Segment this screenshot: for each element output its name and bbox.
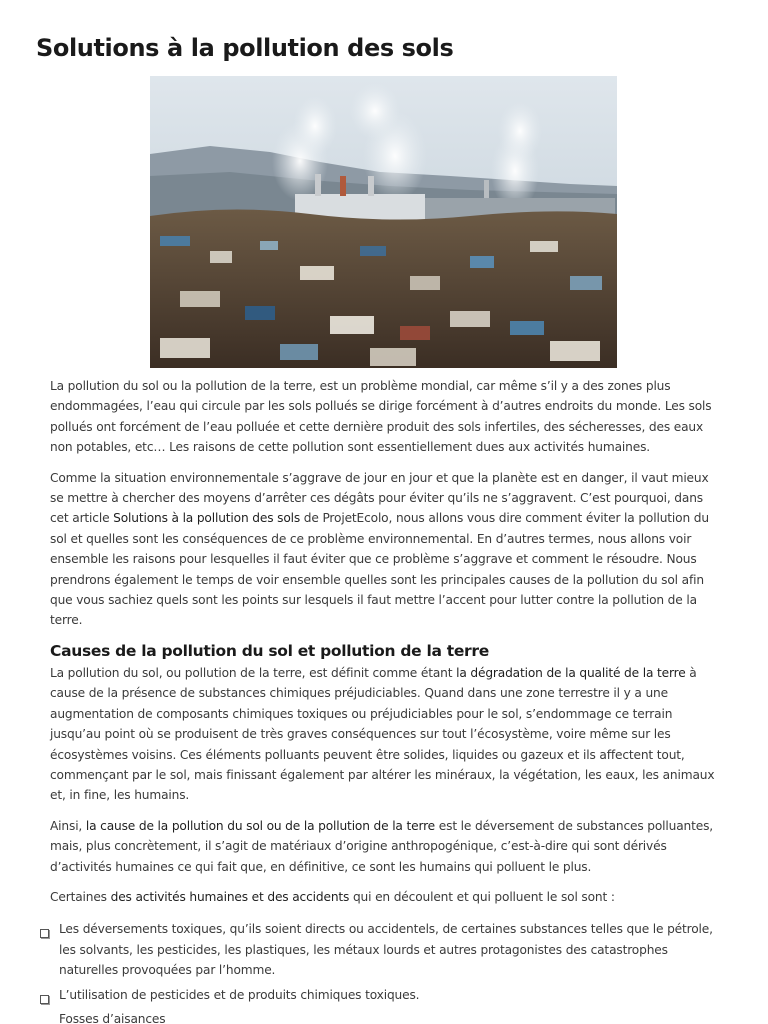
activities-list: [42, 919, 720, 1024]
section-heading-causes: Causes de la pollution du sol et pollution de la terre: [50, 641, 489, 660]
landfill-power-plant-illustration: [150, 76, 617, 368]
checkbox-bullet-icon: [40, 995, 49, 1004]
list-item: L’utilisation de pesticides et de produits chimiques toxiques.: [42, 985, 720, 1005]
cause-highlight: la cause de la pollution du sol ou de la pollution de la terre: [85, 818, 436, 833]
intro-paragraph: La pollution du sol ou la pollution de la terre, est un problème mondial, car même s’il y a des zones plus endommagées, l’eau qui circule par les sols pollués se dirige forcément à d’autres endroits du monde. Les sols pollués ont forcément de l’eau polluée et cette dernière produit des sols infertiles, des sécheresses, des eaux non potables, etc… Les raisons de cette pollution sont essentiellement dues aux activités humaines.: [50, 379, 712, 455]
list-item: Fosses d’aisances: [59, 1011, 166, 1024]
paragraph-cause: Ainsi, la cause de la pollution du sol ou de la pollution de la terre est le déversement de substances polluantes, mais, plus concrètement, il s’agit de matériaux d’origine anthropogénique, c’est-à-dire qui sont dérivés d’activités humaines ce qui fait que, en définitive, ce sont les humains qui polluent le plus.: [50, 818, 714, 874]
paragraph-activities: Certaines des activités humaines et des accidents qui en découlent et qui polluent le sol sont :: [50, 889, 615, 904]
list-item: Les déversements toxiques, qu’ils soient directs ou accidentels, de certaines substances telles que le pétrole, les solvants, les pesticides, les plastiques, les métaux lourds et autres protagonistes des catastrophes naturelles provoquées par l’homme.: [42, 919, 720, 980]
hero-image: [150, 76, 617, 368]
checkbox-bullet-icon: [40, 929, 49, 938]
page-title: Solutions à la pollution des sols: [36, 34, 454, 62]
paragraph-definition: La pollution du sol, ou pollution de la terre, est définit comme étant la dégradation de la qualité de la terre à cause de la présence de substances chimiques préjudiciables. Quand dans une zone terrestre il y a une augmentation de composants chimiques toxiques ou préjudiciables pour le sol, s’endommage ce terrain jusqu’au point où se produisent de très graves conséquences sur tout l’écosystème, voire même sur les écosystèmes voisins. Ces éléments polluants peuvent être solides, liquides ou gazeux et ils affectent tout, commençant par le sol, mais finissant également par altérer les minéraux, la végétation, les eaux, les animaux et, in fine, les humains.: [50, 665, 715, 803]
definition-highlight: la dégradation de la qualité de la terre: [456, 665, 686, 680]
article-body: [50, 376, 720, 1024]
activities-highlight: des activités humaines et des accidents: [110, 889, 350, 904]
paragraph-context: Comme la situation environnementale s’aggrave de jour en jour et que la planète est en danger, il vaut mieux se mettre à chercher des moyens d’arrêter ces dégâts pour éviter qu’ils ne s’aggravent. C’est pourquoi, dans cet article Solutions à la pollution des sols de ProjetEcolo, nous allons vous dire comment éviter la pollution du sol et quelles sont les conséquences de ce problème environnemental. En d’autres termes, nous allons voir ensemble les raisons pour lesquelles il faut éviter que ce problème s’aggrave et comment le résoudre. Nous prendrons également le temps de voir ensemble quelles sont les principales causes de la pollution du sol afin que vous sachiez quels sont les points sur lesquels il faut mettre l’accent pour lutter contre la pollution de la terre.: [50, 470, 709, 628]
article-title-link[interactable]: Solutions à la pollution des sols: [113, 511, 301, 526]
